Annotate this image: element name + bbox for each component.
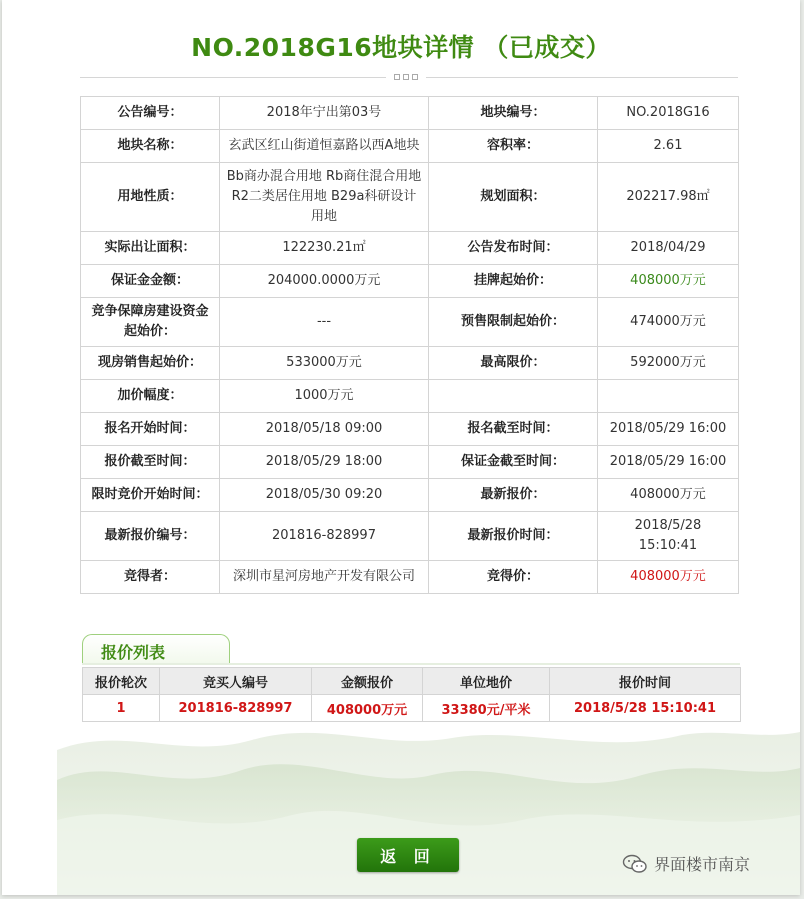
field-label: 竞得价： <box>429 561 598 594</box>
field-label: 容积率： <box>429 130 598 163</box>
bid-column-header: 金额报价 <box>312 668 423 695</box>
info-row <box>81 232 739 265</box>
info-row <box>81 561 739 594</box>
field-value: 408000万元 <box>598 265 739 298</box>
bid-column-header: 报价时间 <box>550 668 741 695</box>
info-row <box>81 97 739 130</box>
field-label: 报价截至时间： <box>81 446 220 479</box>
field-value: 2018/05/18 09:00 <box>220 413 429 446</box>
info-row <box>81 479 739 512</box>
field-value: Bb商办混合用地 Rb商住混合用地 R2二类居住用地 B29a科研设计用地 <box>220 163 429 232</box>
field-label: 最新报价编号： <box>81 512 220 561</box>
tab-bid-list[interactable] <box>82 634 230 664</box>
bid-row <box>83 695 741 722</box>
bid-cell: 33380元/平米 <box>423 695 550 722</box>
field-label: 竞争保障房建设资金起始价： <box>81 298 220 347</box>
field-label: 公告发布时间： <box>429 232 598 265</box>
field-value: 2018/05/29 16:00 <box>598 413 739 446</box>
field-value: 深圳市星河房地产开发有限公司 <box>220 561 429 594</box>
field-label: 保证金截至时间： <box>429 446 598 479</box>
field-label: 最高限价： <box>429 347 598 380</box>
info-row <box>81 347 739 380</box>
field-value: 592000万元 <box>598 347 739 380</box>
field-label: 实际出让面积： <box>81 232 220 265</box>
page-title: NO.2018G16地块详情 （已成交） <box>191 33 611 62</box>
field-value: 408000万元 <box>598 479 739 512</box>
field-label: 公告编号： <box>81 97 220 130</box>
field-label: 规划面积： <box>429 163 598 232</box>
field-value: 2018年宁出第03号 <box>220 97 429 130</box>
field-label: 报名截至时间： <box>429 413 598 446</box>
divider-ornament <box>386 72 426 82</box>
bid-cell: 1 <box>83 695 160 722</box>
field-label: 最新报价时间： <box>429 512 598 561</box>
field-value: 2018/04/29 <box>598 232 739 265</box>
field-value: 408000万元 <box>598 561 739 594</box>
field-value <box>598 380 739 413</box>
field-value: 2018/5/28 15:10:41 <box>598 512 739 561</box>
watermark <box>622 852 750 875</box>
field-label: 竞得者： <box>81 561 220 594</box>
watermark-text: 界面楼市南京 <box>654 855 751 874</box>
field-value: 533000万元 <box>220 347 429 380</box>
bid-cell: 201816-828997 <box>160 695 312 722</box>
bid-column-header: 单位地价 <box>423 668 550 695</box>
field-label: 预售限制起始价： <box>429 298 598 347</box>
field-label: 用地性质： <box>81 163 220 232</box>
field-value: 474000万元 <box>598 298 739 347</box>
bid-list-table <box>82 667 741 722</box>
info-row <box>81 512 739 561</box>
field-value: --- <box>220 298 429 347</box>
field-value: 204000.0000万元 <box>220 265 429 298</box>
field-label: 加价幅度： <box>81 380 220 413</box>
field-label: 限时竞价开始时间： <box>81 479 220 512</box>
bid-cell: 408000万元 <box>312 695 423 722</box>
field-value: 201816-828997 <box>220 512 429 561</box>
field-value: 1000万元 <box>220 380 429 413</box>
bid-column-header: 报价轮次 <box>83 668 160 695</box>
info-row <box>81 380 739 413</box>
field-label: 最新报价： <box>429 479 598 512</box>
bid-cell: 2018/5/28 15:10:41 <box>550 695 741 722</box>
info-row <box>81 298 739 347</box>
page-card <box>2 0 800 895</box>
field-label: 现房销售起始价： <box>81 347 220 380</box>
field-value: 玄武区红山街道恒嘉路以西A地块 <box>220 130 429 163</box>
info-row <box>81 446 739 479</box>
field-value: 122230.21㎡ <box>220 232 429 265</box>
field-value: NO.2018G16 <box>598 97 739 130</box>
field-label: 地块编号： <box>429 97 598 130</box>
field-value: 2018/05/29 16:00 <box>598 446 739 479</box>
field-value: 2018/05/29 18:00 <box>220 446 429 479</box>
field-label: 地块名称： <box>81 130 220 163</box>
info-row <box>81 413 739 446</box>
field-label: 报名开始时间： <box>81 413 220 446</box>
bid-column-header: 竞买人编号 <box>160 668 312 695</box>
info-row <box>81 130 739 163</box>
back-button[interactable]: 返 回 <box>357 838 459 872</box>
tab-underline <box>82 663 740 665</box>
field-value: 2018/05/30 09:20 <box>220 479 429 512</box>
field-value: 202217.98㎡ <box>598 163 739 232</box>
wechat-icon <box>622 854 648 874</box>
field-label: 挂牌起始价： <box>429 265 598 298</box>
info-row <box>81 265 739 298</box>
field-value: 2.61 <box>598 130 739 163</box>
field-label: 保证金金额： <box>81 265 220 298</box>
land-info-table <box>80 96 739 594</box>
tab-bid-list-label: 报价列表 <box>101 643 166 662</box>
field-label <box>429 380 598 413</box>
info-row <box>81 163 739 232</box>
